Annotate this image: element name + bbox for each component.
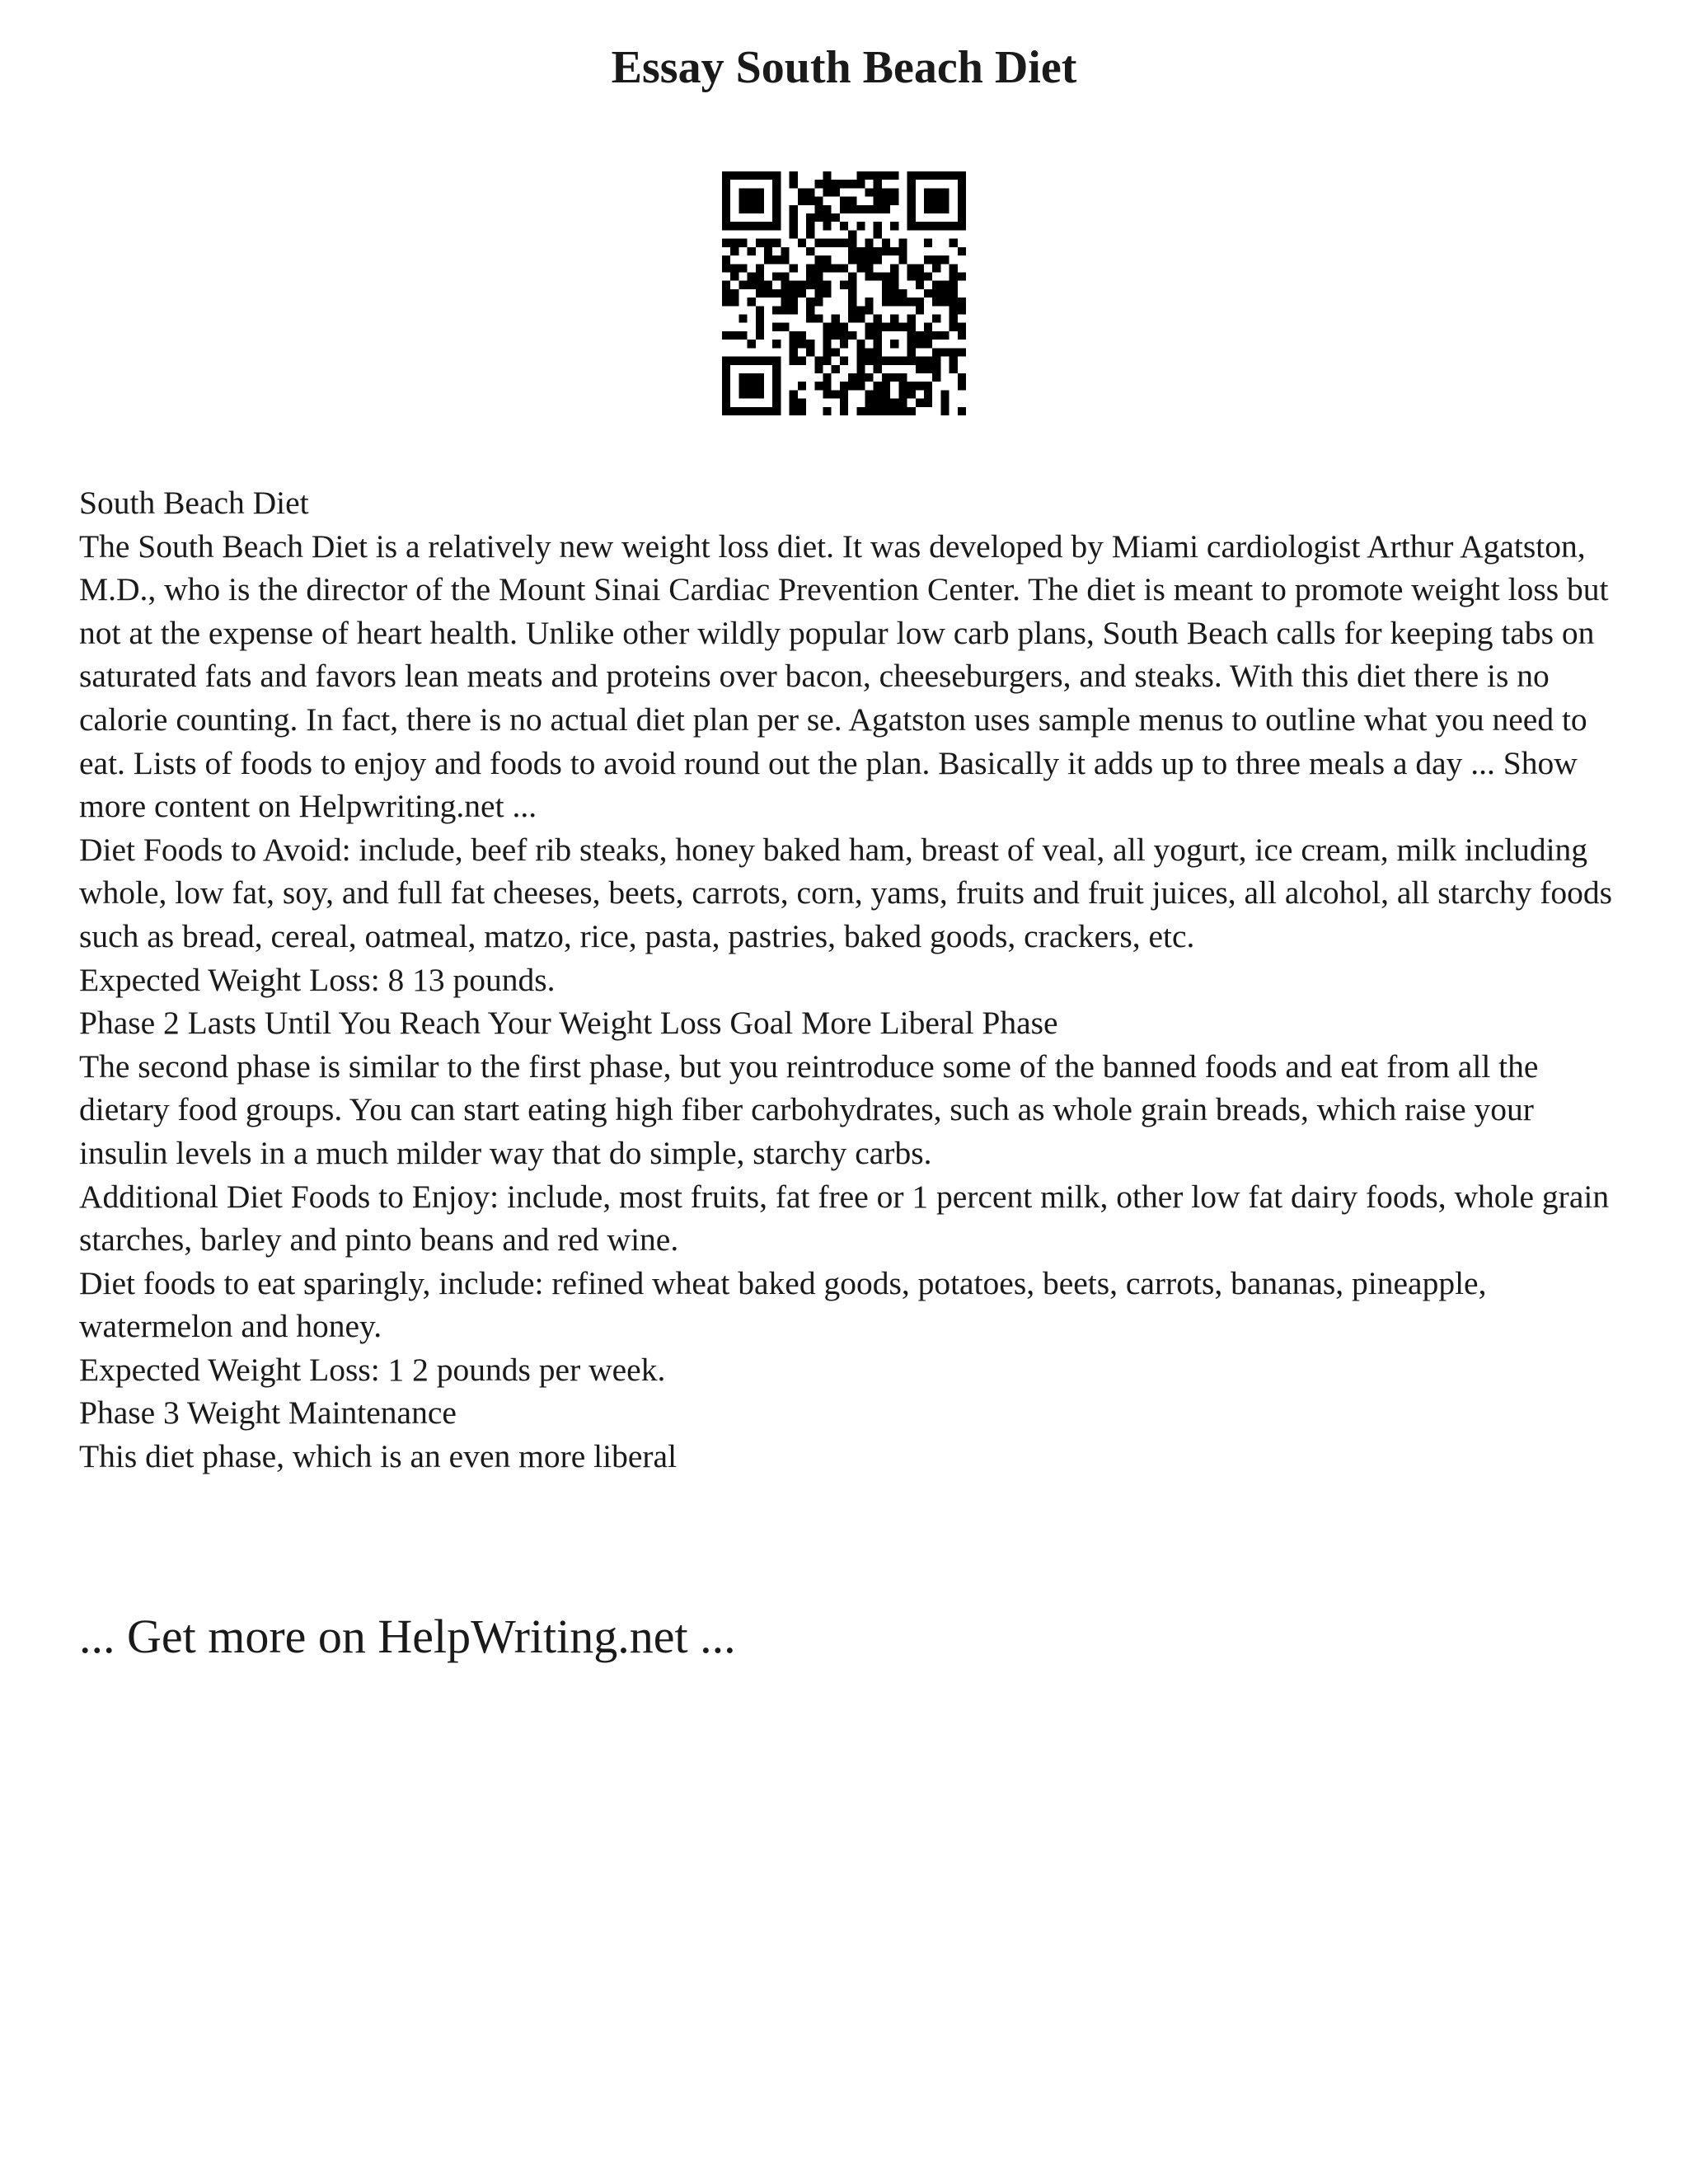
essay-body xyxy=(79,481,1620,1479)
phase-2-paragraph: The second phase is similar to the first phase, but you reintroduce some of the banned foods and eat from all the dietary food groups. You can start eating high fiber carbohydrates, such as whole grain breads, which raise your insulin levels in a much milder way that do simple, starchy carbs. xyxy=(79,1047,1539,1171)
phase-3-paragraph: This diet phase, which is an even more liberal xyxy=(79,1438,678,1475)
section-heading: South Beach Diet xyxy=(79,485,309,521)
foods-to-avoid-paragraph: Diet Foods to Avoid: include, beef rib steaks, honey baked ham, breast of veal, all yogurt, ice cream, milk including whole, low fat, soy, and full fat cheeses, beets, carrots, corn, yams, fruits and fruit juices, all alcohol, all starchy foods such as bread, cereal, oatmeal, matzo, rice, pasta, pastries, baked goods, crackers, etc. xyxy=(79,831,1612,954)
phase-1-weight-loss: Expected Weight Loss: 8 13 pounds. xyxy=(79,961,556,998)
intro-paragraph: The South Beach Diet is a relatively new weight loss diet. It was developed by Miami cardiologist Arthur Agatston, M.D., who is the director of the Mount Sinai Cardiac Prevention Center. The diet is meant to promote weight loss but not at the expense of heart health. Unlike other wildly popular low carb plans, South Beach calls for keeping tabs on saturated fats and favors lean meats and proteins over bacon, cheeseburgers, and steaks. With this diet there is no calorie counting. In fact, there is no actual diet plan per se. Agatston uses sample menus to outline what you need to eat. Lists of foods to enjoy and foods to avoid round out the plan. Basically it adds up to three meals a day ... Show more content on Helpwriting.net ... xyxy=(79,527,1609,825)
phase-3-heading: Phase 3 Weight Maintenance xyxy=(79,1394,457,1432)
phase-2-heading: Phase 2 Lasts Until You Reach Your Weight Loss Goal More Liberal Phase xyxy=(79,1005,1058,1042)
foods-sparingly-paragraph: Diet foods to eat sparingly, include: refined wheat baked goods, potatoes, beets, carrots, bananas, pineapple, watermelon and honey. xyxy=(79,1264,1487,1345)
document-title: Essay South Beach Diet xyxy=(611,42,1077,93)
foods-to-enjoy-paragraph: Additional Diet Foods to Enjoy: include, most fruits, fat free or 1 percent milk, other low fat dairy foods, whole grain starches, barley and pinto beans and red wine. xyxy=(79,1178,1610,1258)
get-more-link[interactable]: ... Get more on HelpWriting.net ... xyxy=(79,1610,736,1663)
phase-2-weight-loss: Expected Weight Loss: 1 2 pounds per week. xyxy=(79,1351,666,1388)
qr-code-icon xyxy=(722,171,966,415)
